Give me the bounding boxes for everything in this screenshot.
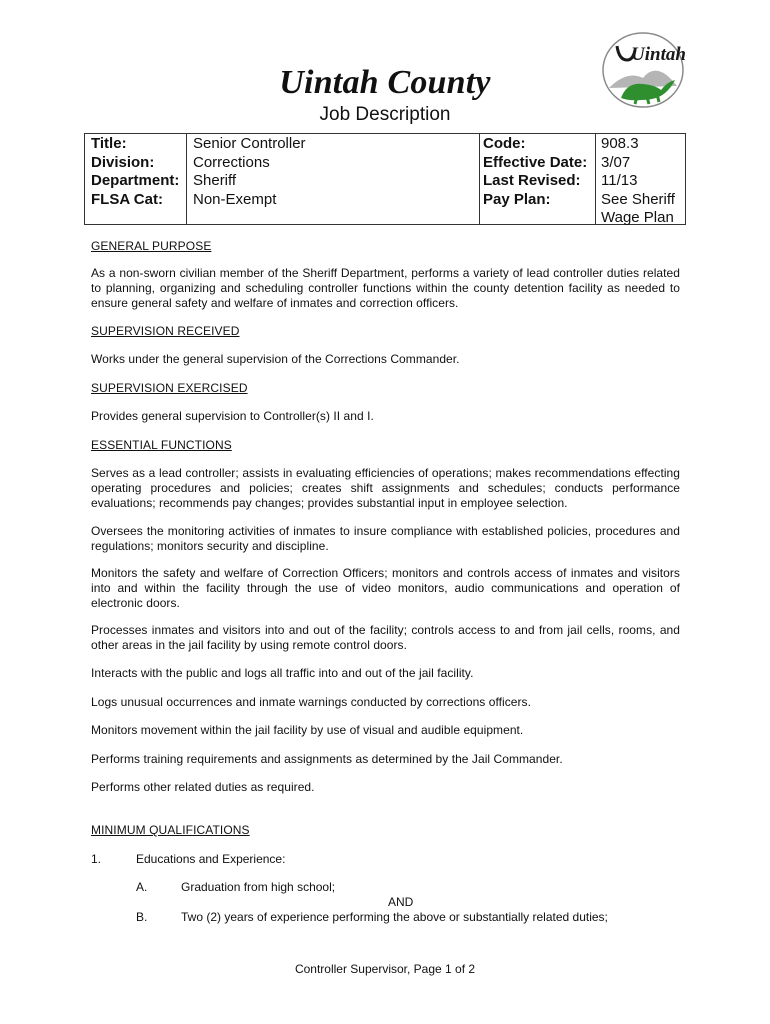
supervision-received-text: Works under the general supervision of the Corrections Commander. (91, 352, 460, 366)
essential-function-item: Oversees the monitoring activities of inmates to insure compliance with established policies, procedures and regulations; monitors security and discipline. (91, 524, 680, 554)
essential-function-item: Performs training requirements and assignments as determined by the Jail Commander. (91, 752, 563, 766)
department-label: Department: (91, 172, 180, 189)
division-label: Division: (91, 153, 155, 171)
effective-date-label: Effective Date: (483, 153, 588, 171)
qualification-title: Educations and Experience: (136, 852, 286, 866)
sub-item-text-b: Two (2) years of experience performing the above or substantially related duties; (181, 910, 608, 924)
code-label: Code: (483, 135, 526, 152)
department-value: Sheriff (193, 172, 237, 189)
supervision-exercised-heading: SUPERVISION EXERCISED (91, 381, 248, 395)
division-value: Corrections (193, 153, 270, 171)
left-labels (91, 135, 179, 209)
flsa-value: Non-Exempt (193, 190, 277, 208)
sub-item-text-a: Graduation from high school; (181, 880, 336, 894)
county-name: Uintah County (279, 64, 491, 101)
last-revised-value: 11/13 (601, 172, 638, 189)
supervision-received-heading: SUPERVISION RECEIVED (91, 324, 240, 338)
general-purpose-heading: GENERAL PURPOSE (91, 239, 212, 253)
title-label: Title: (91, 135, 127, 152)
essential-function-item: Interacts with the public and logs all traffic into and out of the jail facility. (91, 666, 474, 680)
supervision-exercised-text: Provides general supervision to Controller(s) II and I. (91, 409, 374, 423)
pay-plan-value-line1: See Sheriff (601, 190, 675, 208)
essential-function-item: Logs unusual occurrences and inmate warnings conducted by corrections officers. (91, 695, 531, 709)
title-value: Senior Controller (193, 135, 306, 152)
essential-functions-heading: ESSENTIAL FUNCTIONS (91, 438, 232, 452)
qualification-number: 1. (91, 852, 102, 866)
essential-function-item: Serves as a lead controller; assists in evaluating efficiencies of operations; makes recommendations effecting operating procedures and policies; creates shift assignments and schedules; conducts performance evaluations; recommends pay changes; provides substantial input in employee selection. (91, 466, 680, 511)
and-connector: AND (388, 895, 414, 909)
logo-lettering: Uintah (631, 44, 686, 65)
essential-function-item: Monitors movement within the jail facility by use of visual and audible equipment. (91, 723, 524, 737)
right-labels (483, 135, 587, 209)
document-type: Job Description (319, 104, 451, 125)
job-details-table (84, 133, 686, 225)
pay-plan-label: Pay Plan: (483, 190, 551, 208)
left-values (193, 135, 306, 209)
sub-item-letter-b: B. (136, 910, 148, 924)
minimum-qualifications-heading: MINIMUM QUALIFICATIONS (91, 823, 250, 837)
effective-date-value: 3/07 (601, 153, 631, 171)
general-purpose-text: As a non-sworn civilian member of the Sheriff Department, performs a variety of lead controller duties related to planning, organizing and scheduling controller functions within the county detention facility as needed to ensure general safety and welfare of inmates and correction officers. (91, 266, 680, 311)
pay-plan-value-line2: Wage Plan (601, 209, 674, 226)
essential-function-item: Monitors the safety and welfare of Correction Officers; monitors and controls access of inmates and visitors into and within the facility through the use of video monitors, audio communications and operation of electronic doors. (91, 566, 680, 611)
right-values (601, 135, 675, 228)
code-value: 908.3 (601, 135, 639, 152)
page-footer: Controller Supervisor, Page 1 of 2 (294, 962, 476, 976)
sub-item-letter-a: A. (136, 880, 148, 894)
essential-function-item: Processes inmates and visitors into and out of the facility; controls access to and from jail cells, rooms, and other areas in the jail facility by using remote control doors. (91, 623, 680, 653)
flsa-label: FLSA Cat: (91, 190, 163, 208)
last-revised-label: Last Revised: (483, 172, 581, 189)
essential-function-item: Performs other related duties as required. (91, 780, 315, 794)
